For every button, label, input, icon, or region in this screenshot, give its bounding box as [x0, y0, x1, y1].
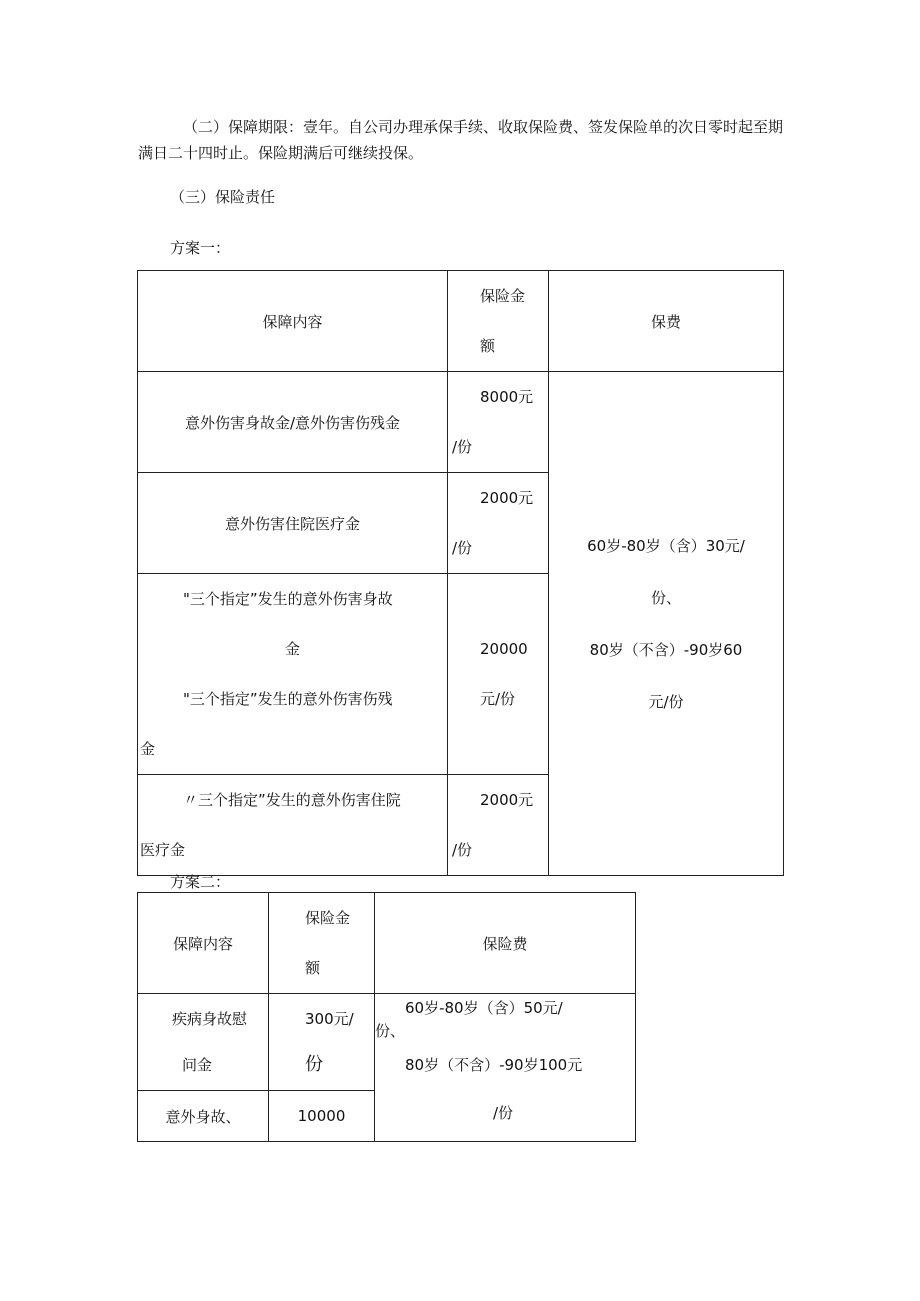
plan2-row1-content	[138, 994, 269, 1091]
plan1-premium-cell	[549, 372, 784, 876]
header-amount	[448, 271, 549, 372]
table-row	[138, 372, 784, 473]
header-premium: 保费	[549, 271, 784, 372]
header-amount-line1: 保险金	[480, 287, 526, 305]
row4-content-line2: 医疗金	[140, 841, 186, 859]
plan2-row1-amount-line1: 300元/	[305, 1010, 354, 1028]
row4-content	[138, 775, 448, 876]
plan2-premium-line2: 份、	[375, 1022, 406, 1040]
row3-content-line2: 金	[284, 640, 300, 658]
plan2-header-amount-line2: 额	[305, 959, 321, 977]
row2-amount-line2: /份	[452, 539, 473, 557]
plan2-premium-line1: 60岁-80岁（含）50元/	[405, 999, 563, 1017]
row3-content-line4: 金	[140, 740, 156, 758]
plan2-label: 方案二：	[170, 873, 231, 891]
row1-amount-line1: 8000元	[480, 388, 534, 406]
row2-amount-line1: 2000元	[480, 489, 534, 507]
row4-amount-line1: 2000元	[480, 791, 534, 809]
row4-amount-line2: /份	[452, 841, 473, 859]
plan2-header-amount	[269, 893, 375, 994]
row3-content	[138, 574, 448, 775]
header-amount-line2: 额	[480, 337, 496, 355]
plan2-row1-content-line2: 问金	[182, 1056, 213, 1074]
plan2-row2-amount: 10000	[269, 1091, 375, 1142]
plan2-premium-line3: 80岁（不含）-90岁100元	[405, 1056, 583, 1074]
table-row	[138, 994, 636, 1091]
row3-content-line3: "三个指定”发生的意外伤害伤残	[183, 690, 393, 708]
plan2-table	[137, 892, 636, 1142]
plan2-row1-content-line1: 疾病身故慰	[172, 1010, 248, 1028]
row1-amount	[448, 372, 549, 473]
premium-line2: 份、	[650, 588, 681, 607]
row3-amount-line2: 元/份	[480, 690, 516, 708]
row2-amount	[448, 473, 549, 574]
plan2-premium-line4: /份	[493, 1104, 514, 1122]
header-content: 保障内容	[138, 271, 448, 372]
row1-amount-line2: /份	[452, 438, 473, 456]
plan2-row1-amount-line2: 份	[305, 1054, 323, 1075]
premium-line1: 60岁-80岁（含）30元/	[587, 536, 745, 555]
term-paragraph: （二）保障期限：壹年。自公司办理承保手续、收取保险费、签发保险单的次日零时起至期满日二十四时止。保险期满后可继续投保。	[138, 118, 784, 162]
row3-content-line1: "三个指定”发生的意外伤害身故	[183, 590, 393, 608]
row1-content: 意外伤害身故金/意外伤害伤残金	[138, 372, 448, 473]
row4-amount	[448, 775, 549, 876]
row2-content: 意外伤害住院医疗金	[138, 473, 448, 574]
plan2-header-amount-line1: 保险金	[305, 909, 351, 927]
row3-amount	[448, 574, 549, 775]
responsibility-heading: （三）保险责任	[170, 188, 276, 206]
plan2-row1-amount	[269, 994, 375, 1091]
row3-amount-line1: 20000	[480, 640, 528, 658]
table-row	[138, 271, 784, 372]
plan2-row2-content: 意外身故、	[138, 1091, 269, 1142]
plan1-table	[137, 270, 784, 876]
premium-line3: 80岁（不含）-90岁60	[589, 640, 743, 659]
row4-content-line1: 〃三个指定”发生的意外伤害住院	[183, 791, 401, 809]
plan2-premium-cell	[375, 994, 636, 1142]
table-row	[138, 893, 636, 994]
plan1-label: 方案一：	[170, 239, 231, 257]
premium-line4: 元/份	[648, 692, 684, 711]
plan2-header-content: 保障内容	[138, 893, 269, 994]
plan2-header-premium: 保险费	[375, 893, 636, 994]
